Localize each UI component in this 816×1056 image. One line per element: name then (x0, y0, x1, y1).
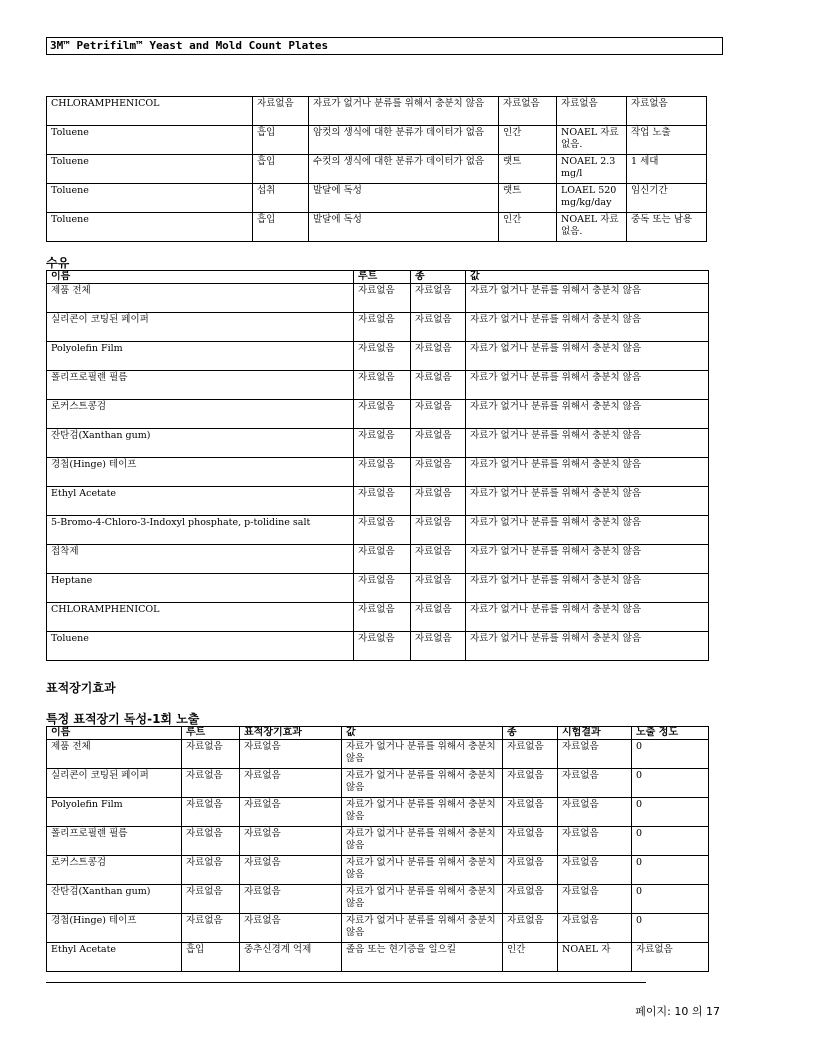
table-row (47, 213, 707, 242)
cell-target-organ: 자료없음 (240, 914, 342, 943)
cell-name: 접착제 (47, 545, 354, 574)
table-row (47, 856, 709, 885)
col-header-test-result: 시험결과 (558, 727, 632, 740)
table-row (47, 545, 709, 574)
cell-species: 랫트 (499, 155, 557, 184)
lactation-table (46, 270, 709, 661)
cell-name: CHLORAMPHENICOL (47, 603, 354, 632)
cell-value: 자료가 없거나 분류를 위해서 충분치 않음 (342, 885, 503, 914)
cell-exposure: 중독 또는 남용 (627, 213, 707, 242)
cell-test-result: 자료없음 (557, 97, 627, 126)
table-row (47, 342, 709, 371)
cell-route: 자료없음 (354, 313, 411, 342)
col-header-name: 이름 (47, 727, 182, 740)
col-header-species: 종 (503, 727, 558, 740)
col-header-route: 루트 (182, 727, 240, 740)
cell-name: Toluene (47, 632, 354, 661)
col-header-value: 값 (342, 727, 503, 740)
page-label: 페이지: (635, 1005, 671, 1018)
cell-value: 자료가 없거나 분류를 위해서 충분치 않음 (342, 914, 503, 943)
col-header-name: 이름 (47, 271, 354, 284)
cell-species: 자료없음 (411, 313, 466, 342)
cell-route: 자료없음 (354, 429, 411, 458)
cell-value: 암컷의 생식에 대한 분류가 데이터가 없음 (309, 126, 499, 155)
table-row (47, 740, 709, 769)
section-title-lactation: 수유 (46, 256, 70, 270)
col-header-exposure: 노출 정도 (632, 727, 709, 740)
page-number: 10 (674, 1005, 689, 1018)
page-of-label: 의 (691, 1005, 703, 1018)
cell-value: 자료가 없거나 분류를 위해서 충분치 않음 (342, 827, 503, 856)
cell-value: 자료가 없거나 분류를 위해서 충분치 않음 (342, 769, 503, 798)
table-row (47, 885, 709, 914)
cell-test-result: 자료없음 (558, 885, 632, 914)
cell-name: 로커스트콩검 (47, 400, 354, 429)
cell-name: Ethyl Acetate (47, 487, 354, 516)
cell-test-result: LOAEL 520 mg/kg/day (557, 184, 627, 213)
cell-value: 자료가 없거나 분류를 위해서 충분치 않음 (342, 856, 503, 885)
table-row (47, 184, 707, 213)
cell-name: 실리콘이 코팅된 페이퍼 (47, 313, 354, 342)
cell-exposure: 자료없음 (627, 97, 707, 126)
cell-route: 자료없음 (182, 856, 240, 885)
cell-value: 자료가 없거나 분류를 위해서 충분치 않음 (342, 740, 503, 769)
cell-name: 제품 전체 (47, 284, 354, 313)
cell-test-result: NOAEL 자료 없음. (557, 126, 627, 155)
cell-name: Polyolefin Film (47, 342, 354, 371)
table-row (47, 603, 709, 632)
col-header-species: 종 (411, 271, 466, 284)
cell-name: 로커스트콩검 (47, 856, 182, 885)
cell-species: 자료없음 (503, 914, 558, 943)
cell-exposure: 임신기간 (627, 184, 707, 213)
cell-value: 수컷의 생식에 대한 분류가 데이터가 없음 (309, 155, 499, 184)
cell-route: 자료없음 (354, 632, 411, 661)
table-row (47, 97, 707, 126)
cell-route: 흡입 (253, 213, 309, 242)
cell-name: 잔탄검(Xanthan gum) (47, 885, 182, 914)
cell-route: 자료없음 (182, 769, 240, 798)
cell-name: 폴리프로필렌 필름 (47, 371, 354, 400)
cell-exposure: 작업 노출 (627, 126, 707, 155)
cell-species: 자료없음 (503, 885, 558, 914)
cell-name: 실리콘이 코팅된 페이퍼 (47, 769, 182, 798)
cell-route: 자료없음 (354, 516, 411, 545)
cell-value: 자료가 없거나 분류를 위해서 충분치 않음 (466, 458, 709, 487)
cell-species: 자료없음 (411, 458, 466, 487)
cell-target-organ: 자료없음 (240, 856, 342, 885)
cell-name: Toluene (47, 184, 253, 213)
cell-route: 자료없음 (354, 574, 411, 603)
cell-route: 자료없음 (354, 545, 411, 574)
cell-species: 자료없음 (411, 400, 466, 429)
cell-target-organ: 자료없음 (240, 740, 342, 769)
cell-species: 자료없음 (411, 429, 466, 458)
cell-species: 자료없음 (411, 342, 466, 371)
cell-value: 자료가 없거나 분류를 위해서 충분치 않음 (342, 798, 503, 827)
table-row (47, 574, 709, 603)
cell-route: 자료없음 (182, 914, 240, 943)
table-row (47, 126, 707, 155)
cell-target-organ: 중추신경계 억제 (240, 943, 342, 972)
cell-value: 자료가 없거나 분류를 위해서 충분치 않음 (466, 603, 709, 632)
cell-route: 자료없음 (354, 284, 411, 313)
cell-route: 자료없음 (253, 97, 309, 126)
cell-target-organ: 자료없음 (240, 827, 342, 856)
cell-name: Ethyl Acetate (47, 943, 182, 972)
cell-value: 자료가 없거나 분류를 위해서 충분치 않음 (309, 97, 499, 126)
cell-route: 자료없음 (182, 740, 240, 769)
reproductive-toxicity-table (46, 96, 707, 242)
table-row (47, 458, 709, 487)
cell-route: 자료없음 (354, 342, 411, 371)
cell-value: 발달에 독성 (309, 184, 499, 213)
cell-route: 자료없음 (354, 603, 411, 632)
cell-target-organ: 자료없음 (240, 798, 342, 827)
table-row (47, 284, 709, 313)
cell-target-organ: 자료없음 (240, 769, 342, 798)
table-row (47, 516, 709, 545)
cell-species: 자료없음 (411, 545, 466, 574)
table-row (47, 632, 709, 661)
cell-name: 폴리프로필렌 필름 (47, 827, 182, 856)
cell-exposure: 0 (632, 914, 709, 943)
document-header (46, 37, 723, 55)
cell-route: 흡입 (182, 943, 240, 972)
cell-species: 자료없음 (503, 798, 558, 827)
cell-name: 잔탄검(Xanthan gum) (47, 429, 354, 458)
cell-value: 발달에 독성 (309, 213, 499, 242)
cell-species: 자료없음 (411, 574, 466, 603)
cell-value: 자료가 없거나 분류를 위해서 충분치 않음 (466, 284, 709, 313)
page-indicator (635, 1003, 720, 1019)
section-title-single-exposure: 특정 표적장기 독성-1회 노출 (46, 712, 200, 726)
cell-species: 자료없음 (499, 97, 557, 126)
cell-name: Toluene (47, 126, 253, 155)
cell-exposure: 0 (632, 769, 709, 798)
stot-single-exposure-table (46, 726, 709, 972)
cell-name: 경첩(Hinge) 테이프 (47, 914, 182, 943)
cell-test-result: 자료없음 (558, 827, 632, 856)
cell-value: 자료가 없거나 분류를 위해서 충분치 않음 (466, 487, 709, 516)
cell-name: 제품 전체 (47, 740, 182, 769)
table-row (47, 798, 709, 827)
cell-test-result: 자료없음 (558, 914, 632, 943)
cell-species: 자료없음 (503, 856, 558, 885)
cell-exposure: 0 (632, 798, 709, 827)
cell-value: 자료가 없거나 분류를 위해서 충분치 않음 (466, 371, 709, 400)
cell-test-result: 자료없음 (558, 856, 632, 885)
cell-route: 자료없음 (182, 885, 240, 914)
cell-species: 자료없음 (411, 487, 466, 516)
cell-route: 자료없음 (354, 458, 411, 487)
cell-species: 자료없음 (411, 632, 466, 661)
table-row (47, 400, 709, 429)
table-row (47, 487, 709, 516)
document-title: 3M™ Petrifilm™ Yeast and Mold Count Plates (50, 39, 329, 52)
table-row (47, 429, 709, 458)
cell-name: 5-Bromo-4-Chloro-3-Indoxyl phosphate, p-tolidine salt (47, 516, 354, 545)
cell-value: 자료가 없거나 분류를 위해서 충분치 않음 (466, 313, 709, 342)
col-header-route: 루트 (354, 271, 411, 284)
cell-value: 자료가 없거나 분류를 위해서 충분치 않음 (466, 400, 709, 429)
table-row (47, 769, 709, 798)
cell-species: 인간 (503, 943, 558, 972)
cell-exposure: 0 (632, 885, 709, 914)
section-title-target-organ: 표적장기효과 (46, 681, 116, 695)
cell-name: CHLORAMPHENICOL (47, 97, 253, 126)
cell-route: 자료없음 (354, 371, 411, 400)
table-row (47, 313, 709, 342)
cell-value: 자료가 없거나 분류를 위해서 충분치 않음 (466, 632, 709, 661)
table-row (47, 827, 709, 856)
cell-exposure: 0 (632, 856, 709, 885)
cell-species: 자료없음 (503, 769, 558, 798)
cell-name: 경첩(Hinge) 테이프 (47, 458, 354, 487)
cell-value: 자료가 없거나 분류를 위해서 충분치 않음 (466, 545, 709, 574)
cell-name: Toluene (47, 213, 253, 242)
cell-route: 흡입 (253, 155, 309, 184)
table-row (47, 155, 707, 184)
cell-value: 자료가 없거나 분류를 위해서 충분치 않음 (466, 516, 709, 545)
col-header-value: 값 (466, 271, 709, 284)
cell-route: 자료없음 (182, 827, 240, 856)
cell-species: 자료없음 (411, 516, 466, 545)
table-row (47, 371, 709, 400)
cell-species: 자료없음 (503, 827, 558, 856)
footer-divider (46, 982, 646, 983)
cell-test-result: NOAEL 2.3 mg/l (557, 155, 627, 184)
cell-species: 자료없음 (411, 603, 466, 632)
cell-name: Toluene (47, 155, 253, 184)
cell-route: 자료없음 (182, 798, 240, 827)
cell-species: 자료없음 (411, 284, 466, 313)
cell-route: 자료없음 (354, 487, 411, 516)
cell-value: 자료가 없거나 분류를 위해서 충분치 않음 (466, 574, 709, 603)
cell-test-result: NOAEL 자료 없음. (557, 213, 627, 242)
cell-test-result: 자료없음 (558, 798, 632, 827)
cell-value: 자료가 없거나 분류를 위해서 충분치 않음 (466, 342, 709, 371)
cell-exposure: 0 (632, 740, 709, 769)
cell-value: 졸음 또는 현기증을 일으킬 (342, 943, 503, 972)
cell-value: 자료가 없거나 분류를 위해서 충분치 않음 (466, 429, 709, 458)
cell-species: 자료없음 (503, 740, 558, 769)
cell-route: 자료없음 (354, 400, 411, 429)
cell-name: Polyolefin Film (47, 798, 182, 827)
cell-route: 섭취 (253, 184, 309, 213)
cell-species: 랫트 (499, 184, 557, 213)
cell-species: 인간 (499, 213, 557, 242)
cell-target-organ: 자료없음 (240, 885, 342, 914)
cell-name: Heptane (47, 574, 354, 603)
cell-species: 인간 (499, 126, 557, 155)
cell-route: 흡입 (253, 126, 309, 155)
cell-exposure: 자료없음 (632, 943, 709, 972)
cell-exposure: 0 (632, 827, 709, 856)
cell-exposure: 1 세대 (627, 155, 707, 184)
cell-test-result: 자료없음 (558, 740, 632, 769)
col-header-target-organ: 표적장기효과 (240, 727, 342, 740)
cell-species: 자료없음 (411, 371, 466, 400)
cell-test-result: 자료없음 (558, 769, 632, 798)
cell-test-result: NOAEL 자 (558, 943, 632, 972)
table-row (47, 943, 709, 972)
table-row (47, 914, 709, 943)
page-total: 17 (706, 1005, 720, 1018)
